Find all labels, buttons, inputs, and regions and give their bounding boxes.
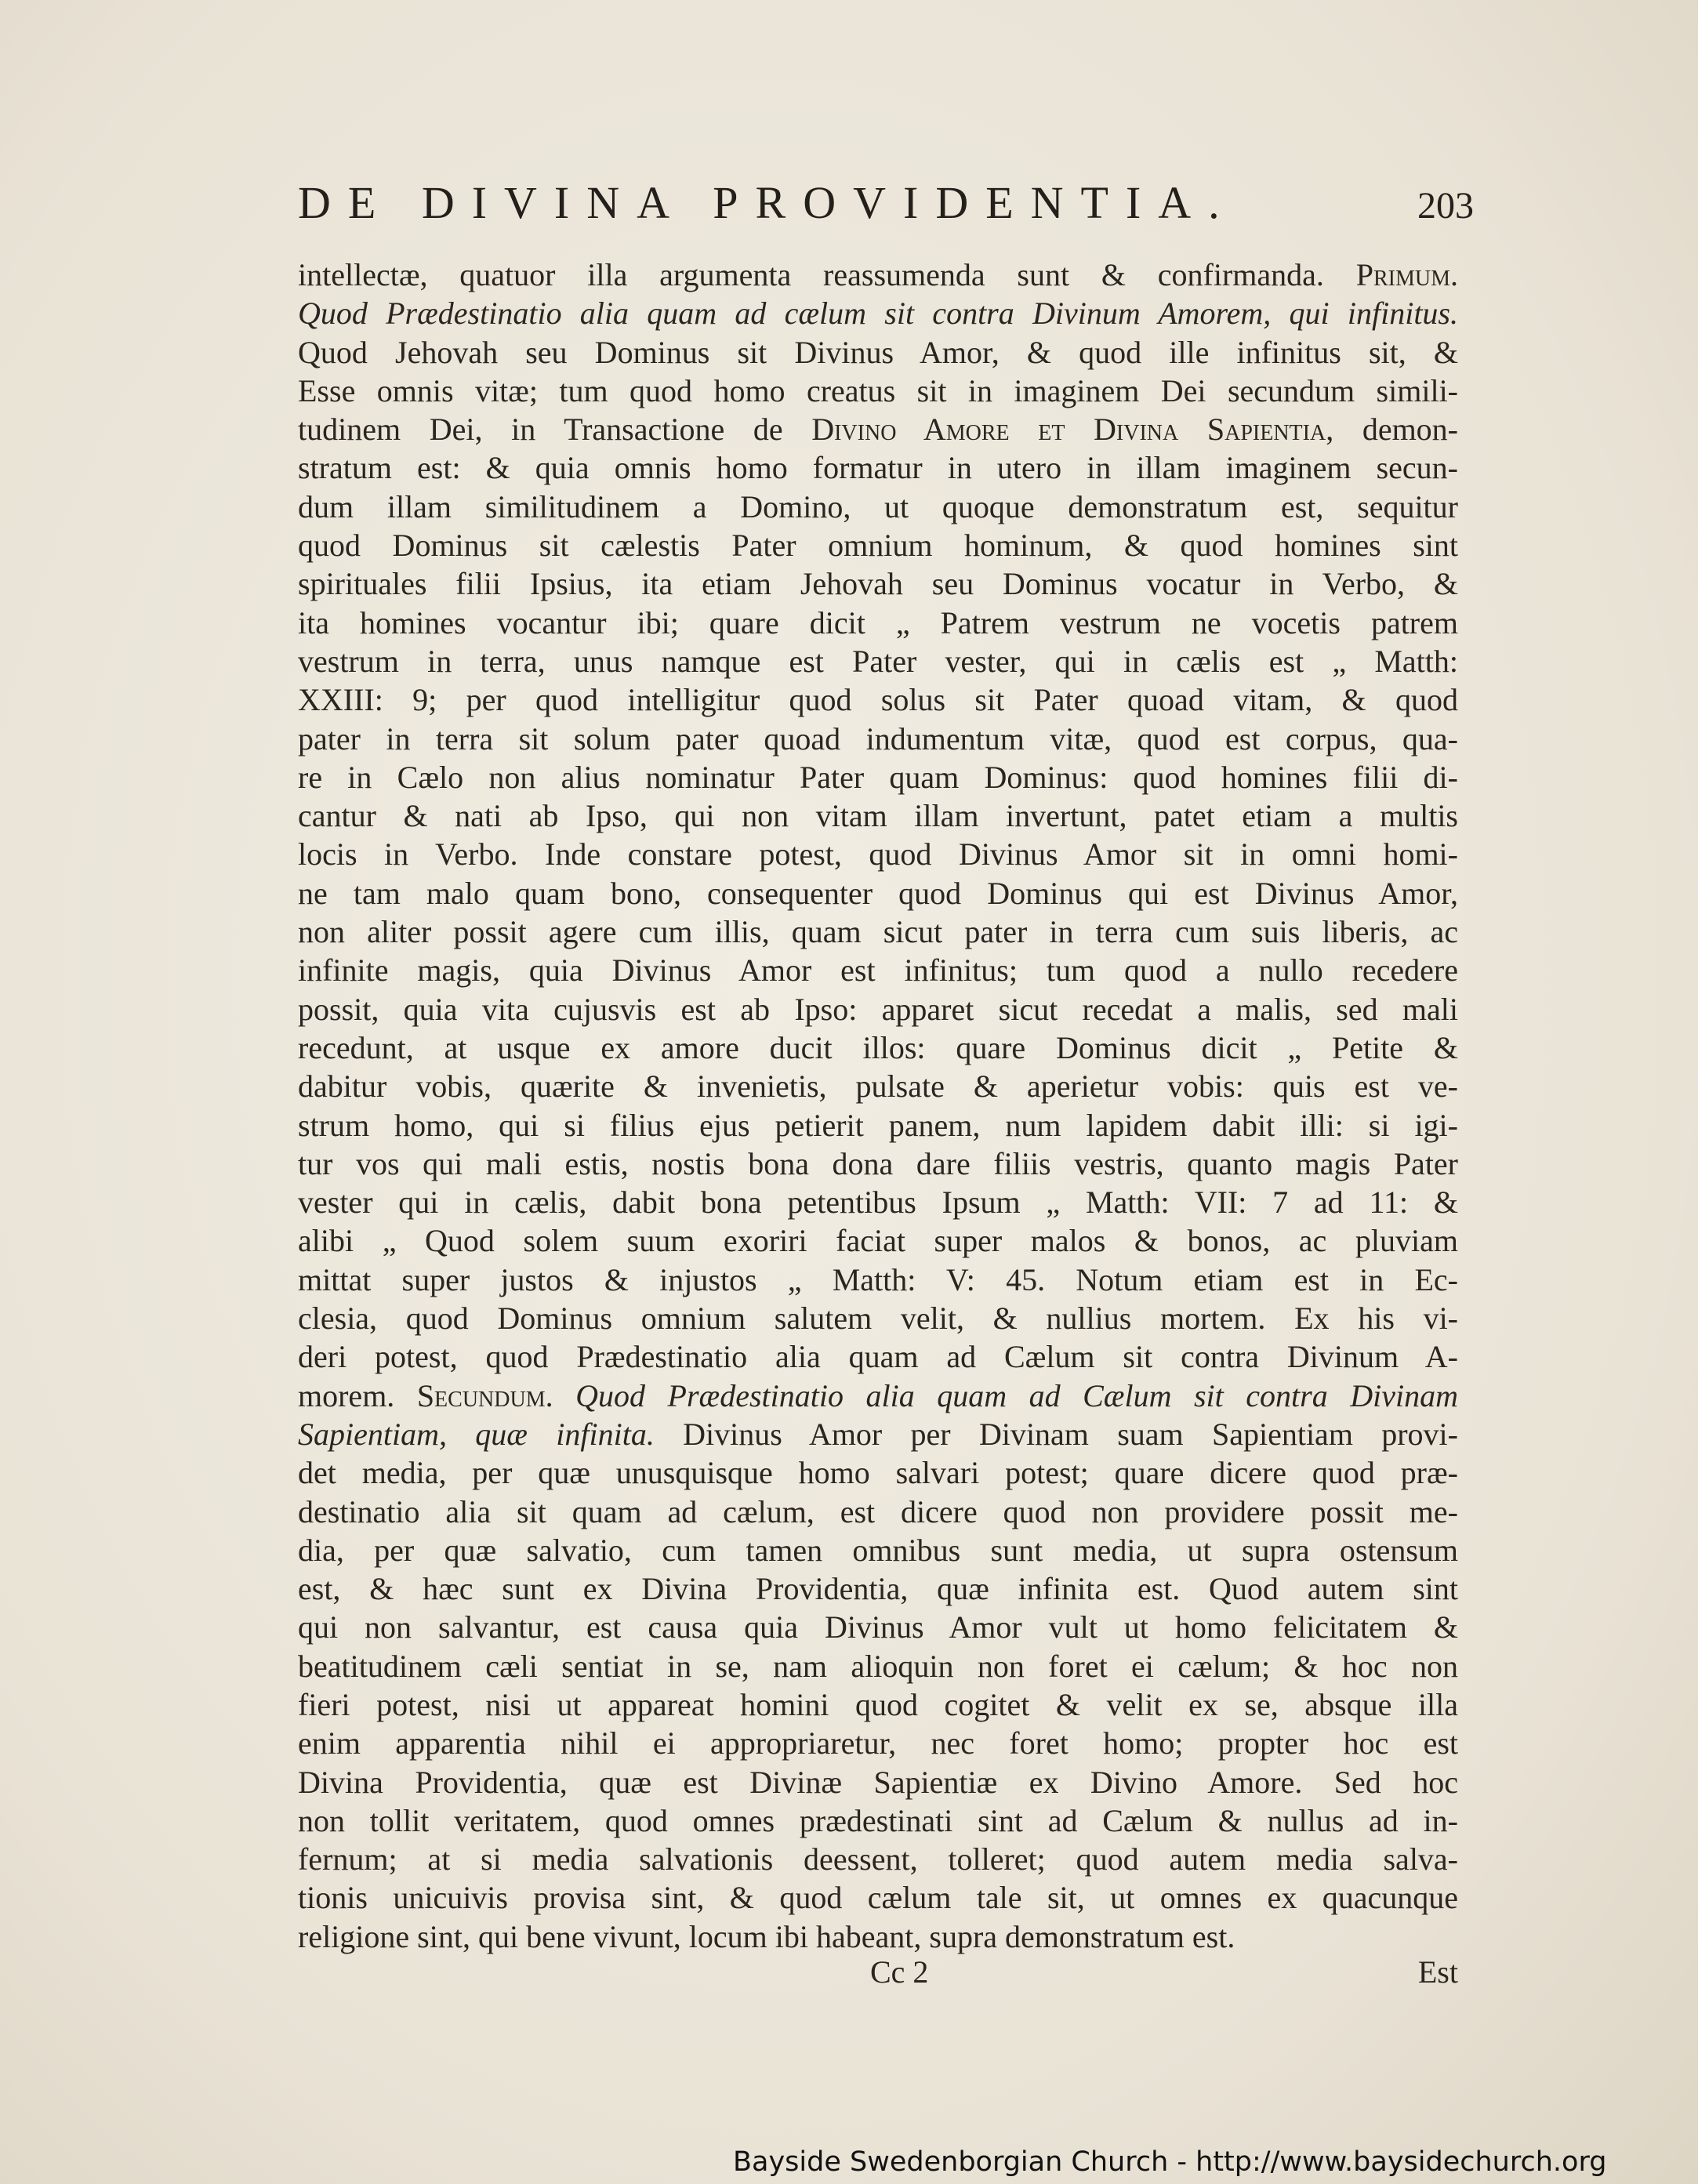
- text-line: vester qui in cælis, dabit bona petentibus Ipsum „ Matth: VII: 7 ad 11: &: [298, 1185, 1458, 1221]
- text-line: fernum; at si media salvationis deessent, tolleret; quod autem media salva-: [298, 1841, 1458, 1877]
- catchword: Est: [1417, 1954, 1458, 1990]
- text-line: ita homines vocantur ibi; quare dicit „ Patrem vestrum ne vocetis patrem: [298, 604, 1458, 640]
- text-line: infinite magis, quia Divinus Amor est infinitus; tum quod a nullo recedere: [298, 952, 1458, 989]
- text-line: Sapientiam, quæ infinita. Divinus Amor per Divinam suam Sapientiam provi-: [298, 1416, 1458, 1452]
- text-line: enim apparentia nihil ei appropriaretur, nec foret homo; propter hoc est: [298, 1725, 1458, 1761]
- text-line: ne tam malo quam bono, consequenter quod Dominus qui est Divinus Amor,: [298, 875, 1458, 911]
- text-line: beatitudinem cæli sentiat in se, nam alioquin non foret ei cælum; & hoc non: [298, 1648, 1458, 1684]
- text-line: religione sint, qui bene vivunt, locum ibi habeant, supra demonstratum est.: [298, 1918, 1235, 1954]
- text-line: det media, per quæ unusquisque homo salvari potest; quare dicere quod præ-: [298, 1455, 1458, 1491]
- text-line: locis in Verbo. Inde constare potest, quod Divinus Amor sit in omni homi-: [298, 836, 1458, 873]
- text-line: Quod Jehovah seu Dominus sit Divinus Amor, & quod ille infinitus sit, &: [298, 334, 1458, 370]
- section-heading-secundum: Secundum.: [416, 1377, 553, 1413]
- text-line: stratum est: & quia omnis homo formatur in utero in illam imaginem secun-: [298, 450, 1458, 486]
- text-line: alibi „ Quod solem suum exoriri faciat super malos & bonos, ac pluviam: [298, 1223, 1458, 1259]
- page-header: [298, 176, 1474, 229]
- page-number: 203: [1417, 185, 1474, 227]
- text-line: re in Cælo non alius nominatur Pater quam Dominus: quod homines filii di-: [298, 759, 1458, 795]
- text-line: [298, 294, 1458, 332]
- text-line: deri potest, quod Prædestinatio alia quam ad Cælum sit contra Divinum A-: [298, 1339, 1458, 1375]
- text-line: tionis unicuivis provisa sint, & quod cælum tale sit, ut omnes ex quacunque: [298, 1880, 1458, 1916]
- text-line: non aliter possit agere cum illis, quam sicut pater in terra cum suis liberis, ac: [298, 914, 1458, 950]
- body-text: [298, 256, 1458, 1956]
- text-line: morem. Secundum. Quod Prædestinatio alia quam ad Cælum sit contra Divinam: [298, 1377, 1458, 1413]
- text-line: qui non salvantur, est causa quia Divinus Amor vult ut homo felicitatem &: [298, 1609, 1458, 1645]
- text-line: dia, per quæ salvatio, cum tamen omnibus sunt media, ut supra ostensum: [298, 1532, 1458, 1568]
- text-line: dabitur vobis, quærite & invenietis, pulsate & aperietur vobis: quis est ve-: [298, 1068, 1458, 1105]
- text-line: Esse omnis vitæ; tum quod homo creatus sit in imaginem Dei secundum simili-: [298, 372, 1458, 408]
- running-title: DE DIVINA PROVIDENTIA.: [298, 177, 1237, 228]
- text-line: clesia, quod Dominus omnium salutem velit, & nullius mortem. Ex his vi-: [298, 1301, 1458, 1337]
- text-line: pater in terra sit solum pater quoad indumentum vitæ, quod est corpus, qua-: [298, 720, 1458, 756]
- text-line: non tollit veritatem, quod omnes prædestinati sint ad Cælum & nullus ad in-: [298, 1802, 1458, 1838]
- text-line: vestrum in terra, unus namque est Pater vester, qui in cælis est „ Matth:: [298, 643, 1458, 679]
- text-line: possit, quia vita cujusvis est ab Ipso: apparet sicut recedat a malis, sed mali: [298, 991, 1458, 1027]
- text-line: strum homo, qui si filius ejus petierit panem, num lapidem dabit illi: si igi-: [298, 1107, 1458, 1143]
- text-line: XXIII: 9; per quod intelligitur quod solus sit Pater quoad vitam, & quod: [298, 682, 1458, 718]
- text-line: tudinem Dei, in Transactione de Divino Amore et Divina Sapientia, demon-: [298, 412, 1458, 448]
- section-heading-primum: Primum.: [1355, 257, 1458, 292]
- text-line: recedunt, at usque ex amore ducit illos: quare Dominus dicit „ Petite &: [298, 1029, 1458, 1065]
- text-line: cantur & nati ab Ipso, qui non vitam illam invertunt, patet etiam a multis: [298, 798, 1458, 834]
- watermark-caption: Bayside Swedenborgian Church - http://www.baysidechurch.org: [733, 2146, 1607, 2178]
- proposition-first: Quod Prædestinatio alia quam ad cælum sit contra Divinum Amorem, qui infinitus.: [298, 296, 1458, 332]
- text-line: est, & hæc sunt ex Divina Providentia, quæ infinita est. Quod autem sint: [298, 1571, 1458, 1607]
- proposition-second: Sapientiam, quæ infinita.: [298, 1416, 655, 1452]
- text-line: dum illam similitudinem a Domino, ut quoque demonstratum est, sequitur: [298, 488, 1458, 524]
- text-line: Divina Providentia, quæ est Divinæ Sapientiæ ex Divino Amore. Sed hoc: [298, 1764, 1458, 1800]
- text-line: destinatio alia sit quam ad cælum, est dicere quod non providere possit me-: [298, 1493, 1458, 1529]
- text-line: mittat super justos & injustos „ Matth: V: 45. Notum etiam est in Ec-: [298, 1261, 1458, 1297]
- text-line: quod Dominus sit cælestis Pater omnium hominum, & quod homines sint: [298, 528, 1458, 564]
- text-line: spirituales filii Ipsius, ita etiam Jehovah seu Dominus vocatur in Verbo, &: [298, 566, 1458, 602]
- work-title: Divino Amore et Divina Sapientia: [811, 412, 1326, 448]
- signature-mark: Cc 2: [870, 1954, 929, 1990]
- text-line: fieri potest, nisi ut appareat homini quod cogitet & velit ex se, absque illa: [298, 1686, 1458, 1722]
- text-line: tur vos qui mali estis, nostis bona dona dare filiis vestris, quanto magis Pater: [298, 1145, 1458, 1181]
- page-footer: [298, 1954, 1458, 1990]
- text-line: intellectæ, quatuor illa argumenta reassumenda sunt & confirmanda. Primum.: [298, 257, 1458, 292]
